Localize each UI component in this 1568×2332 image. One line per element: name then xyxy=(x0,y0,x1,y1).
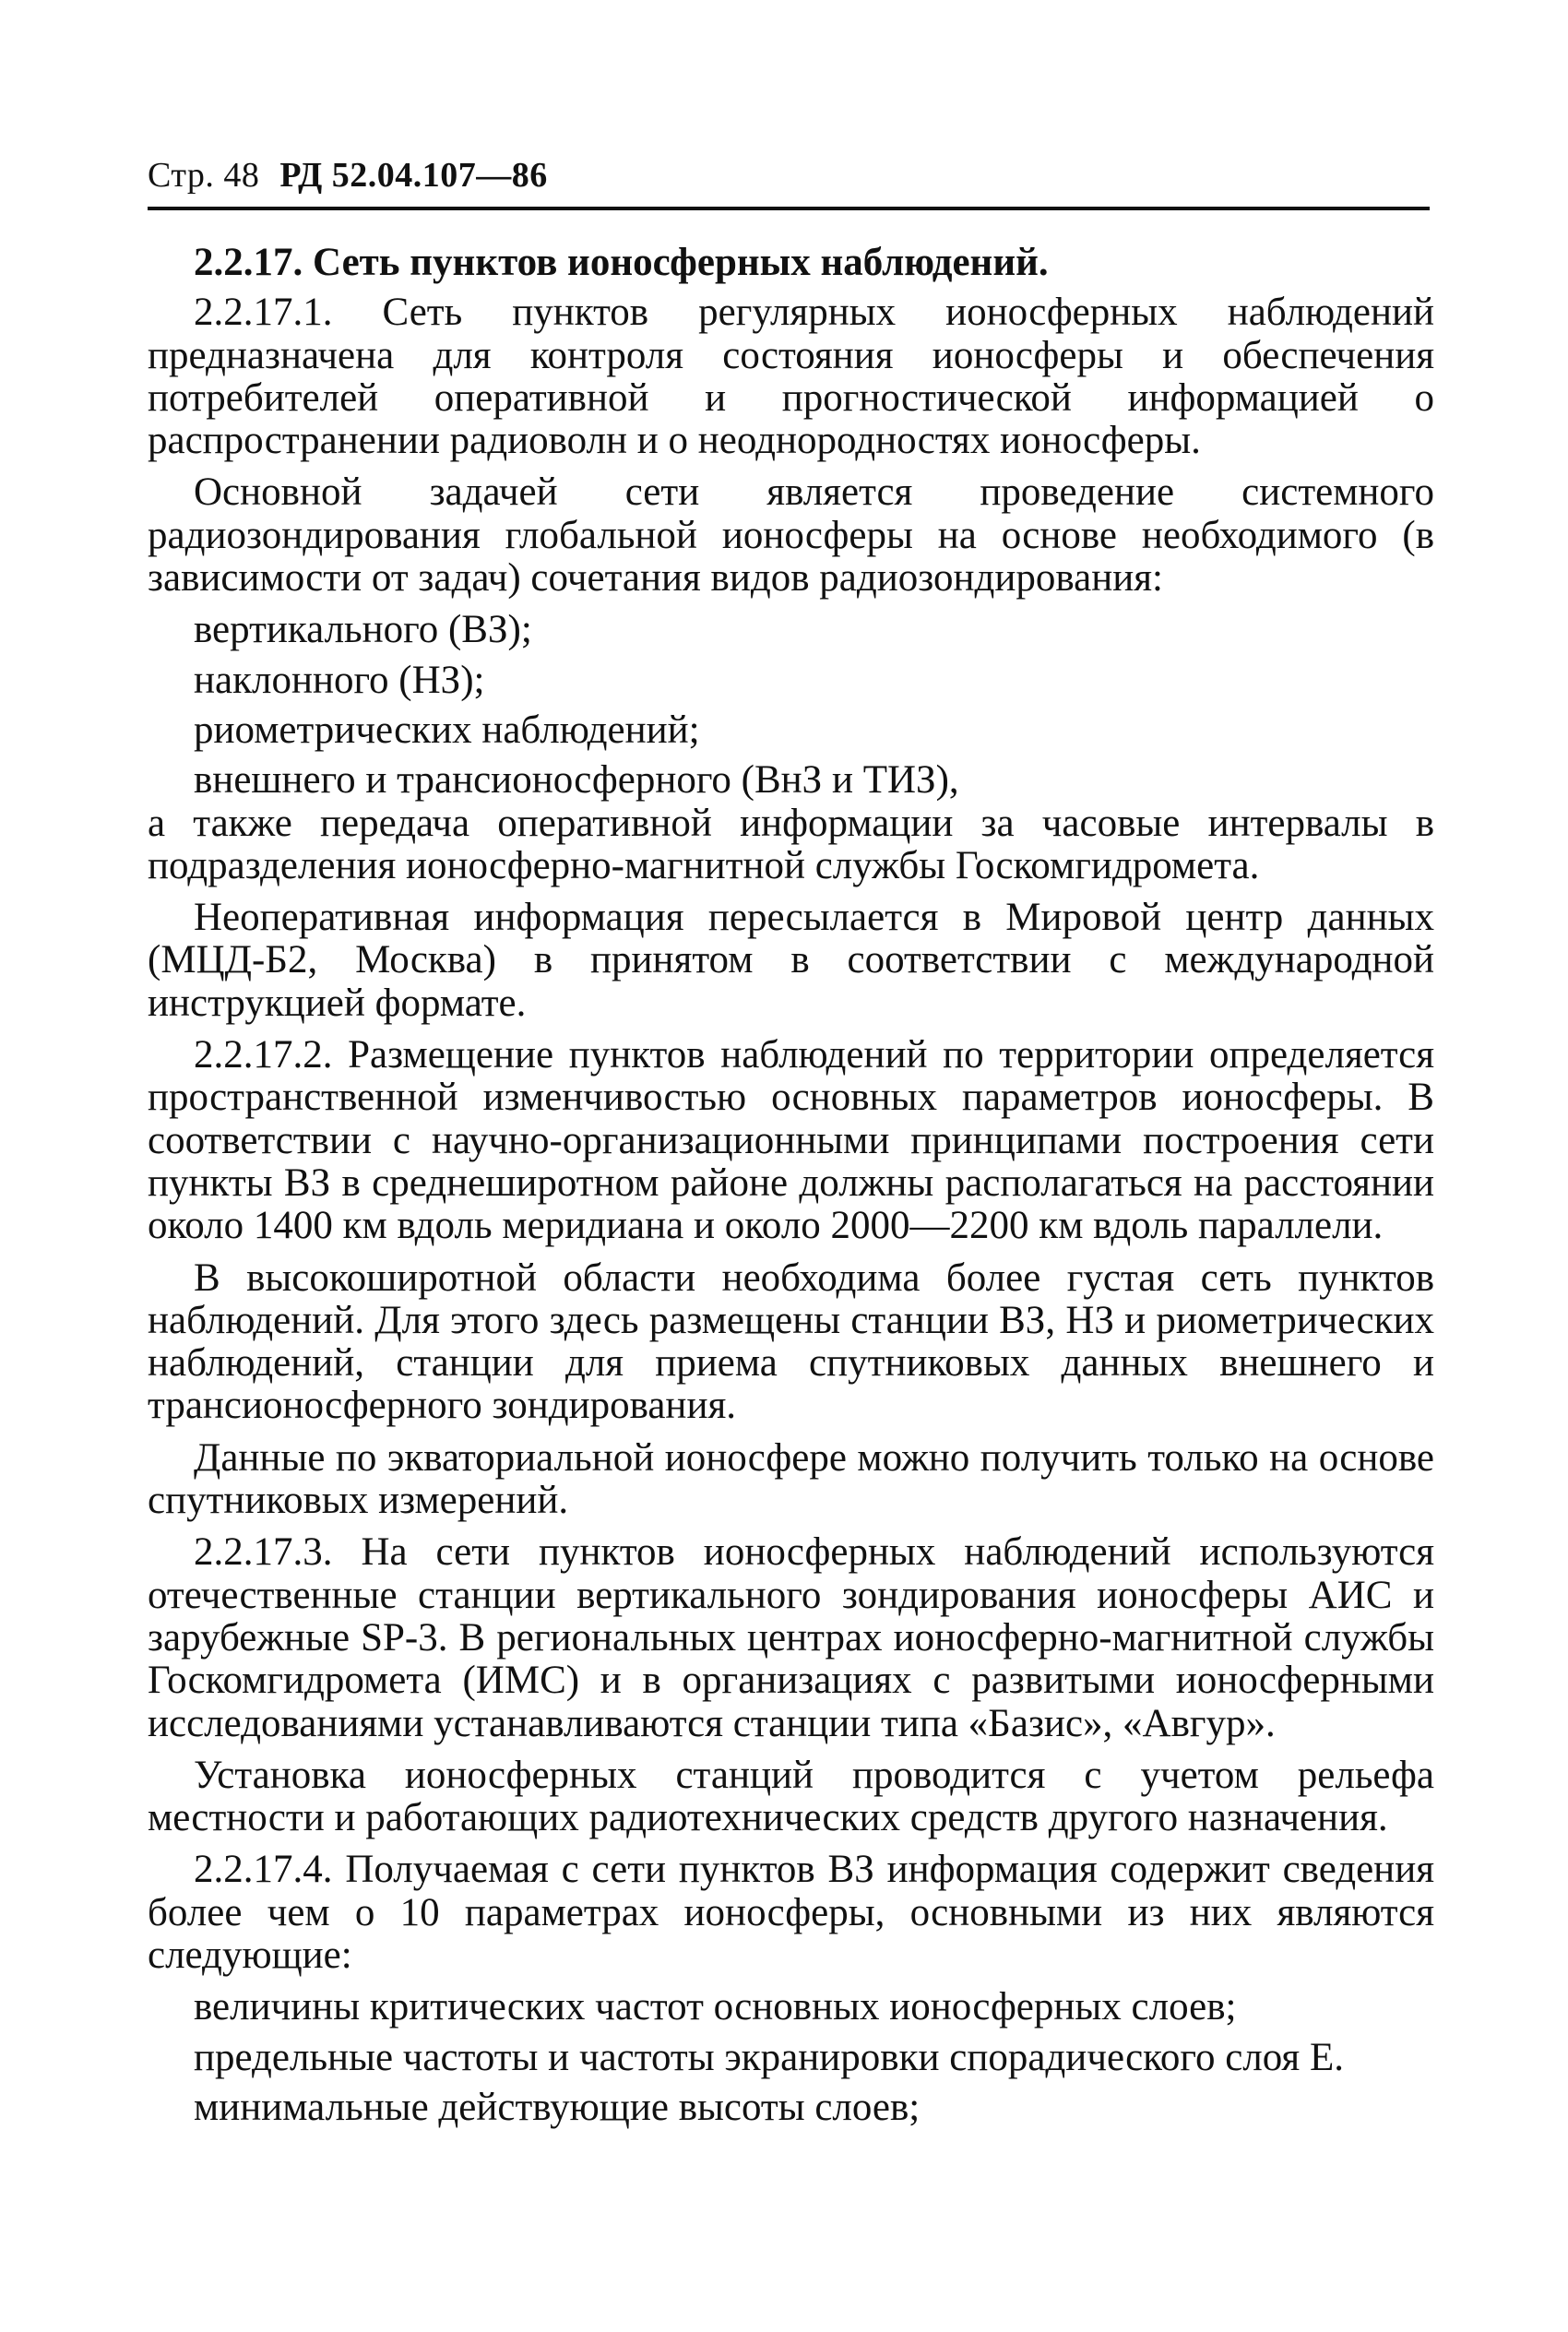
section-heading: 2.2.17. Сеть пунктов ионосферных наблюдений. xyxy=(194,241,1049,284)
list-item: наклонного (НЗ); xyxy=(194,658,485,702)
list-item: вертикального (ВЗ); xyxy=(194,608,532,652)
list-item: предельные частоты и частоты экранировки спорадического слоя Е. xyxy=(194,2035,1344,2079)
list-item: величины критических частот основных ионосферных слоев; xyxy=(194,1985,1237,2029)
paragraph: В высокоширотной области необходима более густая сеть пунктов наблюдений. Для этого здесь размещены станции ВЗ, НЗ и риометрических наблюдений, станции для приема спутниковых данных внешнего и трансионосферного зондирования. xyxy=(148,1255,1434,1428)
paragraph: 2.2.17.1. Сеть пунктов регулярных ионосферных наблюдений предназначена для контроля состояния ионосферы и обеспечения потребителей оперативной и прогностической информацией о распространении радиоволн и о неоднородностях ионосферы. xyxy=(148,291,1434,463)
document-body xyxy=(148,242,1434,2136)
page-header xyxy=(148,155,548,196)
paragraph: Данные по экваториальной ионосфере можно получить только на основе спутниковых измерений. xyxy=(148,1435,1434,1523)
paragraph: а также передача оперативной информации за часовые интервалы в подразделения ионосферно-магнитной службы Госкомгидромета. xyxy=(148,801,1434,887)
list-item: внешнего и трансионосферного (ВнЗ и ТИЗ), xyxy=(194,758,959,803)
list-item: минимальные действующие высоты слоев; xyxy=(194,2085,921,2129)
paragraph: Установка ионосферных станций проводится с учетом рельефа местности и работающих радиотехнических средств другого назначения. xyxy=(148,1753,1434,1840)
list-item: риометрических наблюдений; xyxy=(194,708,700,752)
paragraph: Неоперативная информация пересылается в Мировой центр данных (МЦД-Б2, Москва) в принятом в соответствии с международной инструкцией формате. xyxy=(148,896,1434,1025)
document-code: РД 52.04.107—86 xyxy=(279,156,548,195)
page-number: Стр. 48 xyxy=(148,156,260,195)
paragraph: 2.2.17.4. Получаемая с сети пунктов ВЗ информация содержит сведения более чем о 10 параметрах ионосферы, основными из них являются следующие: xyxy=(148,1848,1434,1977)
header-rule xyxy=(148,207,1430,210)
paragraph: Основной задачей сети является проведение системного радиозондирования глобальной ионосферы на основе необходимого (в зависимости от задач) сочетания видов радиозондирования: xyxy=(148,470,1434,601)
paragraph: 2.2.17.3. На сети пунктов ионосферных наблюдений используются отечественные станции вертикального зондирования ионосферы АИС и зарубежные SP-3. В региональных центрах ионосферно-магнитной службы Госкомгидромета (ИМС) и в организациях с развитыми ионосферными исследованиями устанавливаются станции типа «Базис», «Авгур». xyxy=(148,1530,1434,1745)
paragraph: 2.2.17.2. Размещение пунктов наблюдений по территории определяется пространственной изменчивостью основных параметров ионосферы. В соответствии с научно-организационными принципами построения сети пункты ВЗ в среднеширотном районе должны располагаться на расстоянии около 1400 км вдоль меридиана и около 2000—2200 км вдоль параллели. xyxy=(148,1033,1434,1248)
